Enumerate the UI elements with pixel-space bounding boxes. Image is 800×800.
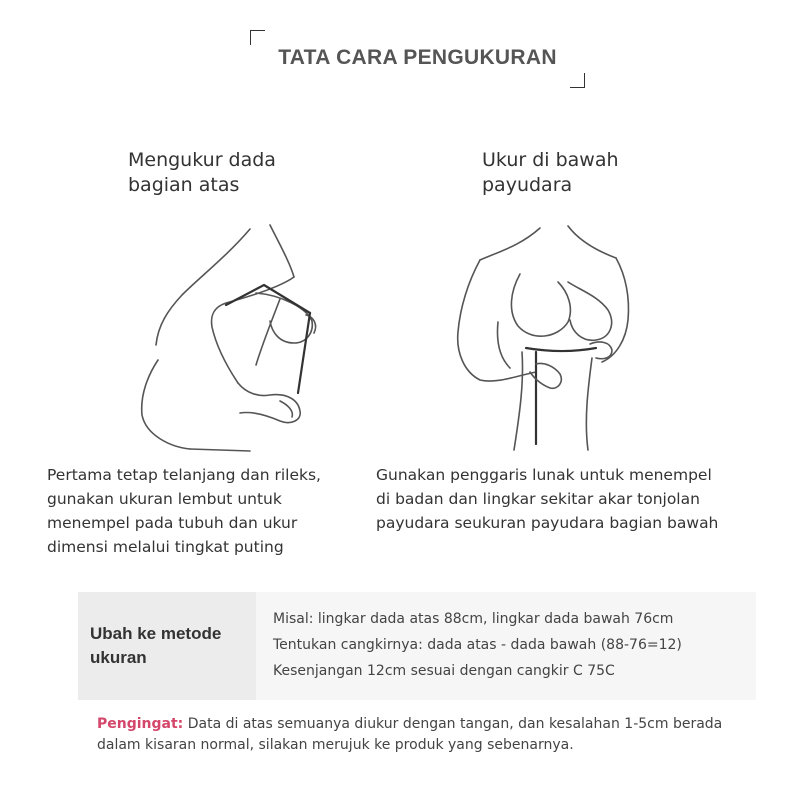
step-1-description — [47, 463, 321, 559]
reminder-label: Pengingat: — [97, 716, 184, 732]
conversion-line: Kesenjangan 12cm sesuai dengan cangkir C 75C — [273, 663, 615, 679]
upper-chest-measurement-illustration — [130, 215, 350, 455]
conversion-box — [78, 592, 756, 700]
step-1-desc-line: gunakan ukuran lembut untuk — [47, 490, 282, 508]
under-bust-measurement-illustration — [440, 212, 660, 457]
step-2-desc-line: Gunakan penggaris lunak untuk menempel — [376, 466, 712, 484]
step-2-description — [376, 463, 718, 535]
step-1-title-line-1: Mengukur dada — [128, 149, 276, 171]
reminder-text: Data di atas semuanya diukur dengan tangan, dan kesalahan 1-5cm berada dalam kisaran normal, silakan merujuk ke produk yang sebenarnya. — [97, 716, 723, 753]
step-1-title-line-2: bagian atas — [128, 174, 240, 196]
step-2-title-line-2: payudara — [482, 174, 573, 196]
frame-corner-bottom-right — [570, 73, 585, 88]
step-1-desc-line: Pertama tetap telanjang dan rileks, — [47, 466, 321, 484]
conversion-label: Ubah ke metode ukuran — [90, 624, 222, 667]
step-1-desc-line: dimensi melalui tingkat puting — [47, 538, 284, 556]
conversion-line: Tentukan cangkirnya: dada atas - dada bawah (88-76=12) — [273, 637, 682, 653]
step-2-title — [482, 148, 619, 198]
conversion-label-panel — [78, 592, 256, 700]
frame-corner-top-left — [250, 30, 265, 45]
step-1-title — [128, 148, 276, 198]
step-1-desc-line: menempel pada tubuh dan ukur — [47, 514, 298, 532]
page-title: TATA CARA PENGUKURAN — [278, 46, 557, 69]
reminder-note — [97, 714, 747, 756]
step-2-desc-line: di badan dan lingkar sekitar akar tonjolan — [376, 490, 700, 508]
conversion-example — [273, 606, 682, 684]
title-frame — [250, 30, 585, 88]
step-2-title-line-1: Ukur di bawah — [482, 149, 619, 171]
conversion-line: Misal: lingkar dada atas 88cm, lingkar dada bawah 76cm — [273, 611, 674, 627]
step-2-desc-line: payudara seukuran payudara bagian bawah — [376, 514, 719, 532]
